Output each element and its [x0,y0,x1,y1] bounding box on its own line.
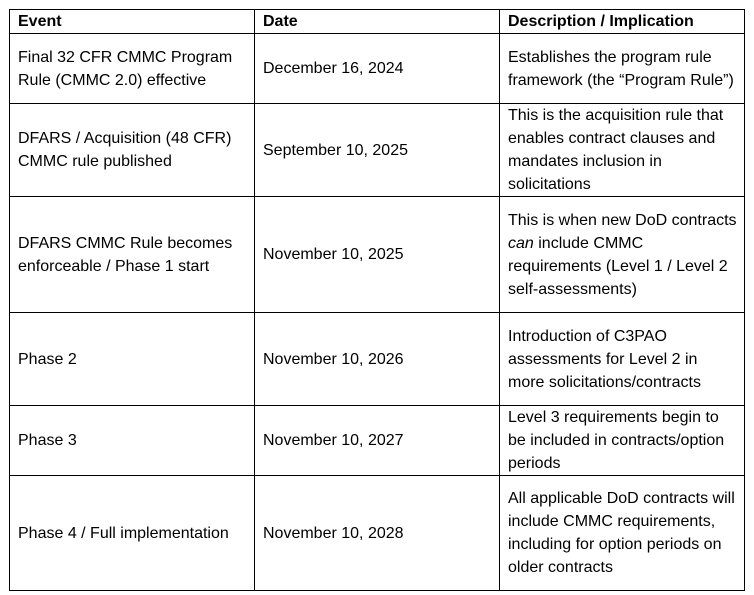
table-row [10,34,745,104]
description-text: This is when new DoD contracts [508,211,737,229]
header-description: Description / Implication [500,10,745,34]
event-cell: DFARS CMMC Rule becomes enforceable / Phase 1 start [10,197,255,313]
date-cell: November 10, 2027 [255,406,500,476]
header-date: Date [255,10,500,34]
event-cell: Phase 3 [10,406,255,476]
table-row [10,313,745,406]
table-row [10,406,745,476]
description-cell [500,197,745,313]
date-cell: November 10, 2026 [255,313,500,406]
description-emphasis: can [508,234,534,252]
date-cell: November 10, 2028 [255,476,500,591]
table-row [10,476,745,591]
event-cell: Phase 2 [10,313,255,406]
description-cell: Level 3 requirements begin to be included in contracts/option periods [500,406,745,476]
header-event: Event [10,10,255,34]
event-cell: DFARS / Acquisition (48 CFR) CMMC rule published [10,104,255,197]
cmmc-timeline-table [9,9,745,591]
header-row [10,10,745,34]
event-cell: Phase 4 / Full implementation [10,476,255,591]
table-row [10,104,745,197]
date-cell: December 16, 2024 [255,34,500,104]
description-cell: All applicable DoD contracts will include CMMC requirements, including for option periods on older contracts [500,476,745,591]
description-cell: Introduction of C3PAO assessments for Level 2 in more solicitations/contracts [500,313,745,406]
event-cell: Final 32 CFR CMMC Program Rule (CMMC 2.0) effective [10,34,255,104]
date-cell: September 10, 2025 [255,104,500,197]
description-cell: This is the acquisition rule that enables contract clauses and mandates inclusion in solicitations [500,104,745,197]
description-text: include CMMC requirements (Level 1 / Level 2 self-assessments) [508,234,728,298]
date-cell: November 10, 2025 [255,197,500,313]
table-row [10,197,745,313]
description-cell: Establishes the program rule framework (the “Program Rule”) [500,34,745,104]
